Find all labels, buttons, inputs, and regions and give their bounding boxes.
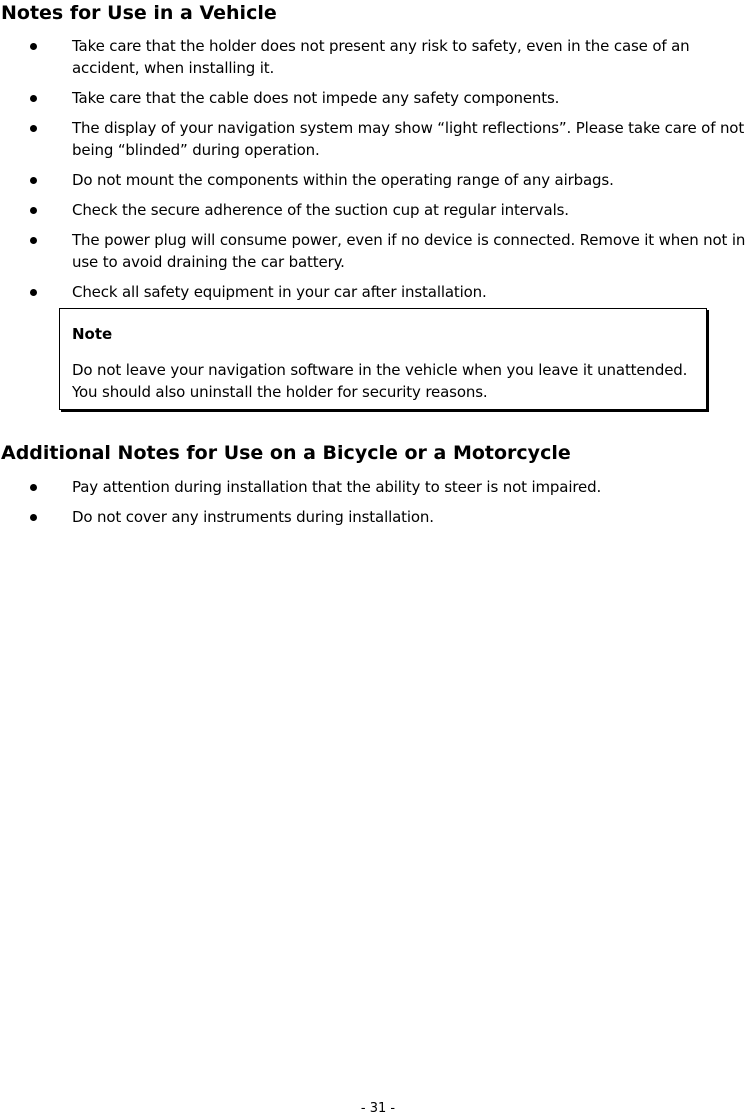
bicycle-notes-list — [0, 476, 756, 536]
note-title: Note — [72, 325, 113, 343]
list-item — [0, 229, 756, 273]
list-item-text: Check all safety equipment in your car after installation. — [72, 283, 487, 301]
list-item — [0, 476, 756, 498]
bullet-icon — [30, 43, 37, 50]
bullet-icon — [30, 207, 37, 214]
list-item-text: The power plug will consume power, even if no device is connected. Remove it when not in use to avoid draining the car battery. — [72, 231, 746, 271]
bullet-icon — [30, 237, 37, 244]
bullet-icon — [30, 125, 37, 132]
list-item-text: Do not cover any instruments during installation. — [72, 508, 434, 526]
list-item-text: Check the secure adherence of the suction cup at regular intervals. — [72, 201, 569, 219]
bullet-icon — [30, 514, 37, 521]
list-item-text: The display of your navigation system may show “light reflections”. Please take care of not being “blinded” during operation. — [72, 119, 745, 159]
list-item-text: Pay attention during installation that the ability to steer is not impaired. — [72, 478, 602, 496]
list-item — [0, 506, 756, 528]
list-item — [0, 281, 756, 303]
vehicle-notes-list — [0, 35, 756, 311]
section-heading-bicycle: Additional Notes for Use on a Bicycle or a Motorcycle — [1, 442, 571, 464]
page-number: - 31 - — [360, 1101, 396, 1116]
bullet-icon — [30, 95, 37, 102]
list-item — [0, 87, 756, 109]
list-item — [0, 117, 756, 161]
bullet-icon — [30, 484, 37, 491]
list-item-text: Do not mount the components within the operating range of any airbags. — [72, 171, 614, 189]
list-item — [0, 169, 756, 191]
bullet-icon — [30, 177, 37, 184]
section-heading-vehicle: Notes for Use in a Vehicle — [1, 2, 277, 24]
list-item — [0, 199, 756, 221]
note-box — [59, 308, 707, 410]
note-text: Do not leave your navigation software in the vehicle when you leave it unattended. You should also uninstall the holder for security reasons. — [72, 361, 688, 401]
list-item — [0, 35, 756, 79]
list-item-text: Take care that the holder does not present any risk to safety, even in the case of an accident, when installing it. — [72, 37, 690, 77]
bullet-icon — [30, 289, 37, 296]
list-item-text: Take care that the cable does not impede any safety components. — [72, 89, 560, 107]
